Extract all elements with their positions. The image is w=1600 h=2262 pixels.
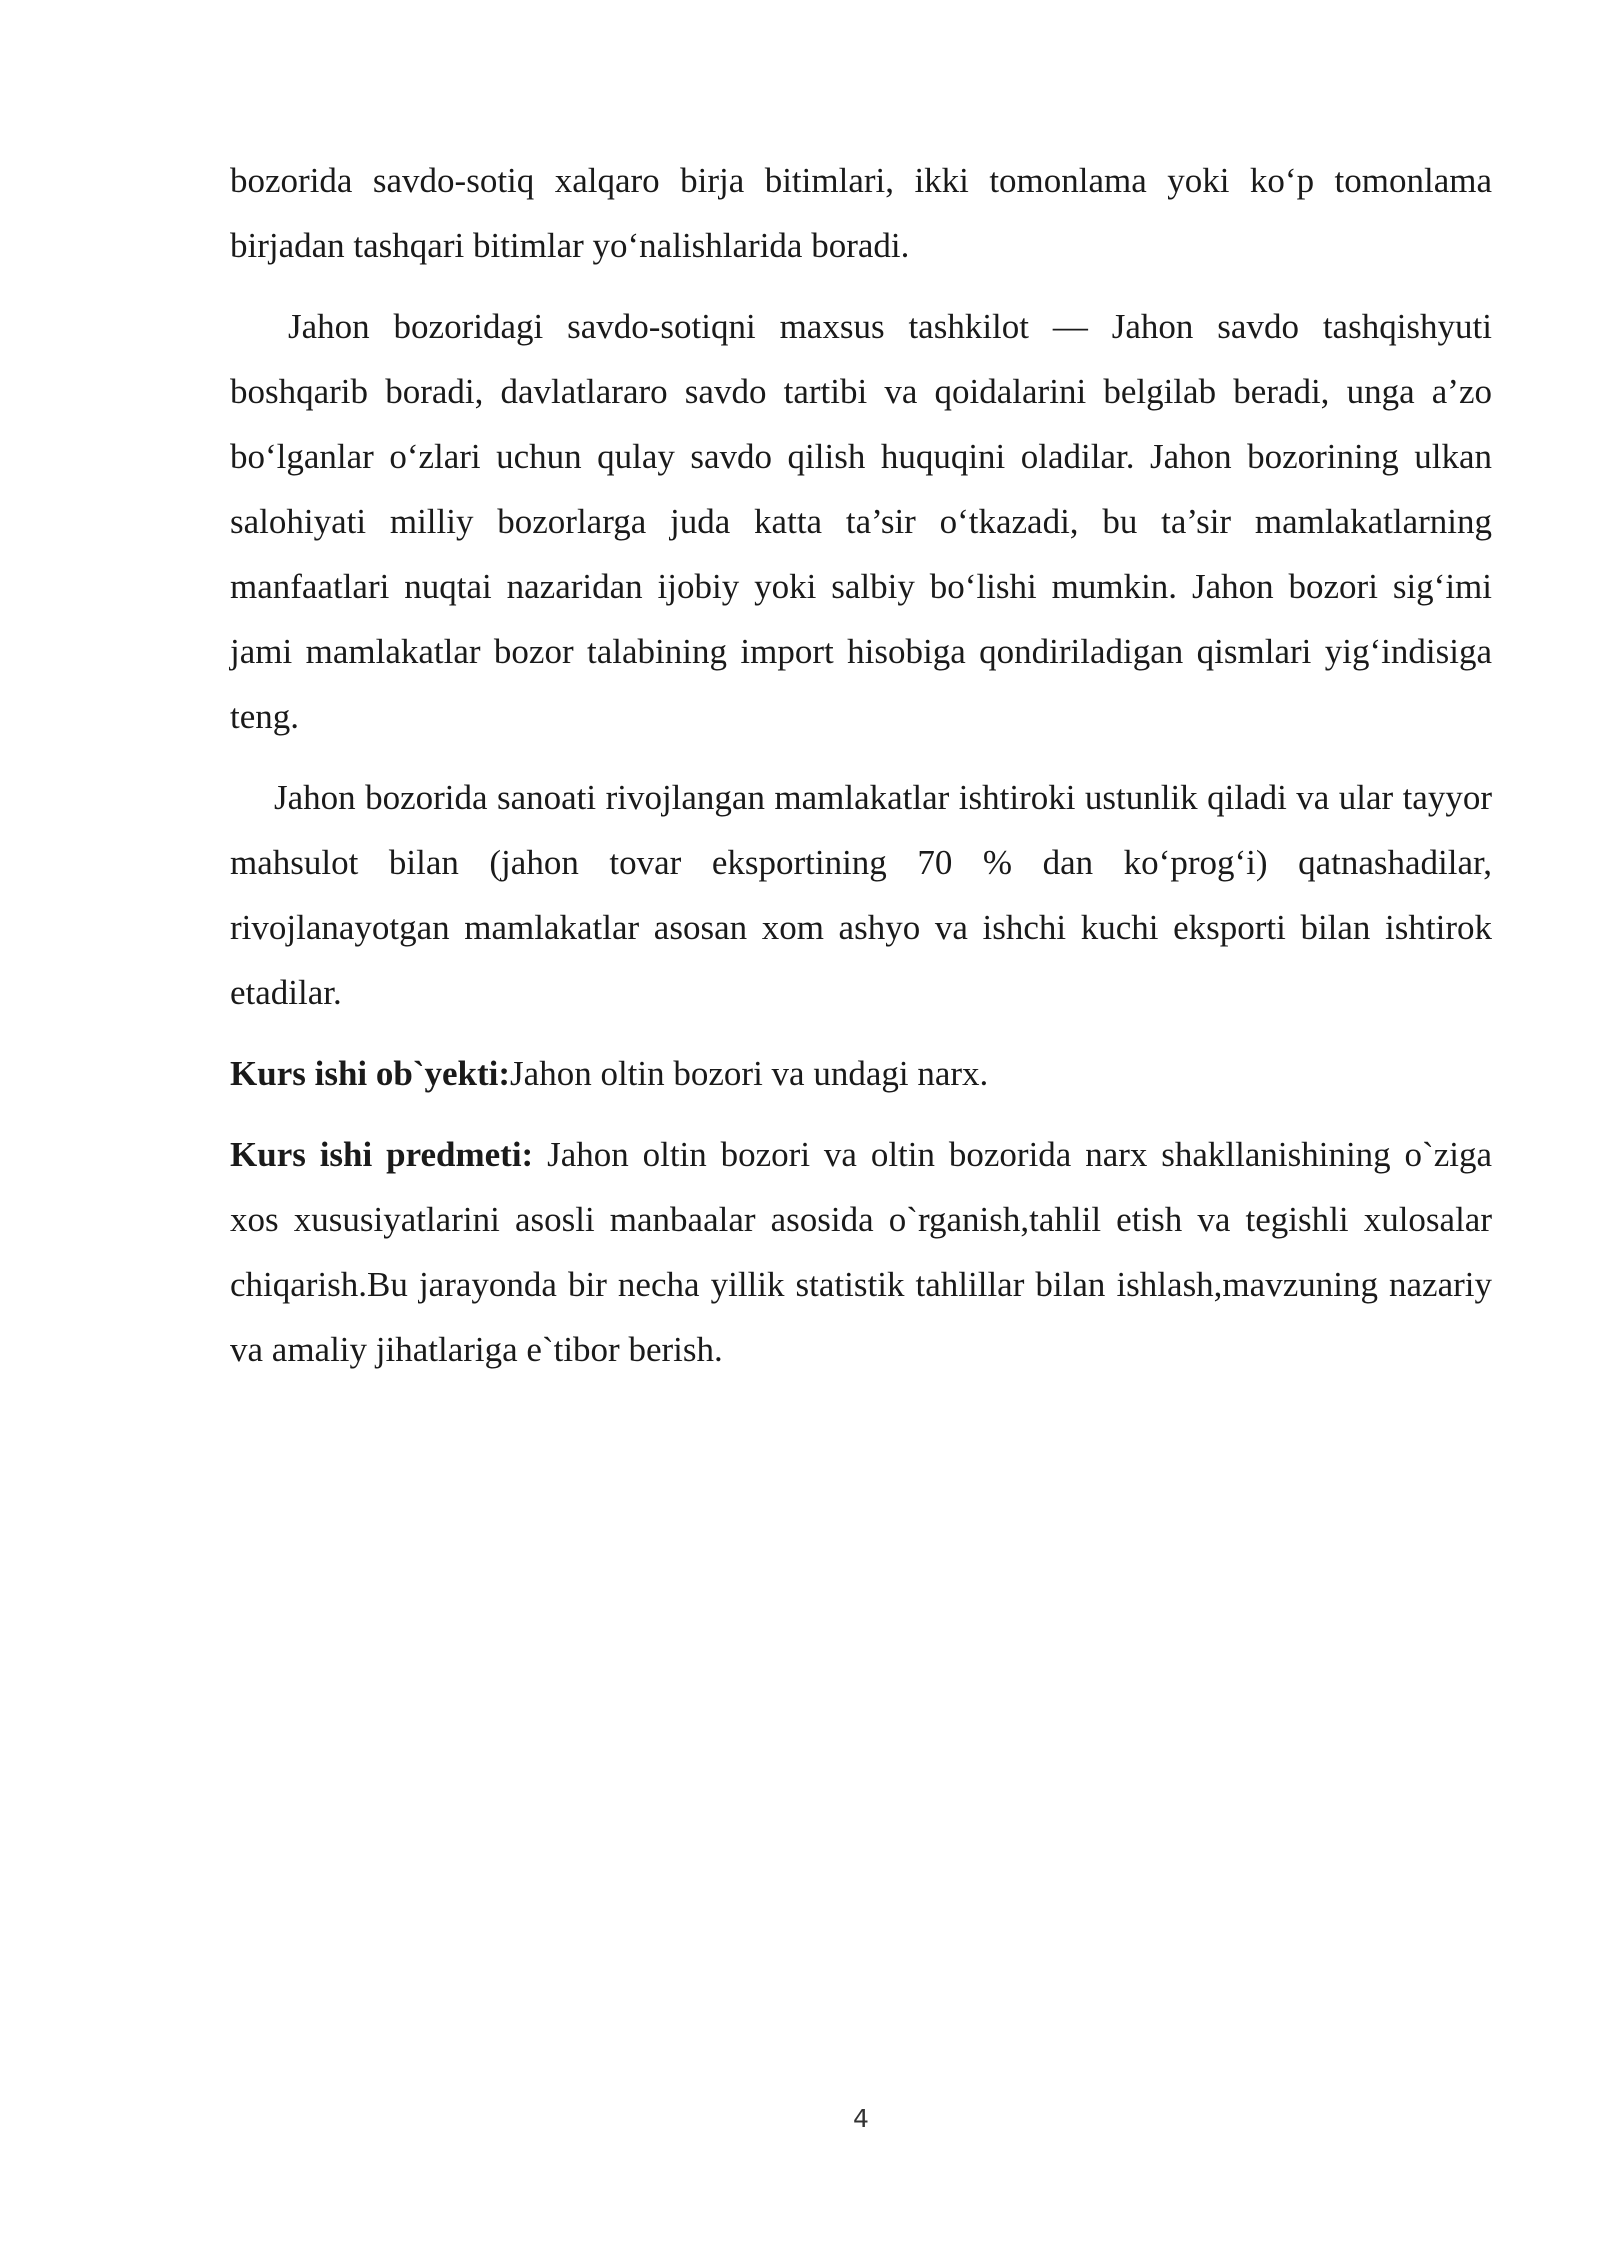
course-subject-text: Jahon oltin bozori va oltin bozorida narx shakllanishining o`ziga xos xususiyatlarini asosli manbaalar asosida o`rganish,tahlil etish va tegishli xulosalar chiqarish.Bu jarayonda bir necha yillik statistik tahlillar bilan ishlash,mavzuning nazariy va amaliy jihatlariga e`tibor berish. <box>230 1135 1492 1369</box>
page-number: 4 <box>853 2104 869 2133</box>
course-subject-label: Kurs ishi predmeti: <box>230 1135 534 1174</box>
paragraph-course-subject <box>230 1122 1492 1382</box>
course-object-label: Kurs ishi ob`yekti: <box>230 1054 511 1093</box>
paragraph-continuation: bozorida savdo-sotiq xalqaro birja bitimlari, ikki tomonlama yoki ko‘p tomonlama birjadan tashqari bitimlar yo‘nalishlarida boradi. <box>230 161 1492 265</box>
course-object-text: Jahon oltin bozori va undagi narx. <box>510 1054 989 1093</box>
paragraph-course-object <box>230 1041 1492 1106</box>
paragraph-developed-countries: Jahon bozorida sanoati rivojlangan mamlakatlar ishtiroki ustunlik qiladi va ular tayyor mahsulot bilan (jahon tovar eksportining 70 % dan ko‘prog‘i) qatnashadilar, rivojlanayotgan mamlakatlar asosan xom ashyo va ishchi kuchi eksporti bilan ishtirok etadilar. <box>230 778 1492 1012</box>
paragraph-wto: Jahon bozoridagi savdo-sotiqni maxsus tashkilot — Jahon savdo tashqishyuti boshqarib boradi, davlatlararo savdo tartibi va qoidalarini belgilab beradi, unga a’zo bo‘lganlar o‘zlari uchun qulay savdo qilish huquqini oladilar. Jahon bozorining ulkan salohiyati milliy bozorlarga juda katta ta’sir o‘tkazadi, bu ta’sir mamlakatlarning manfaatlari nuqtai nazaridan ijobiy yoki salbiy bo‘lishi mumkin. Jahon bozori sig‘imi jami mamlakatlar bozor talabining import hisobiga qondiriladigan qismlari yig‘indisiga teng. <box>230 307 1492 736</box>
document-body <box>230 148 1492 1398</box>
